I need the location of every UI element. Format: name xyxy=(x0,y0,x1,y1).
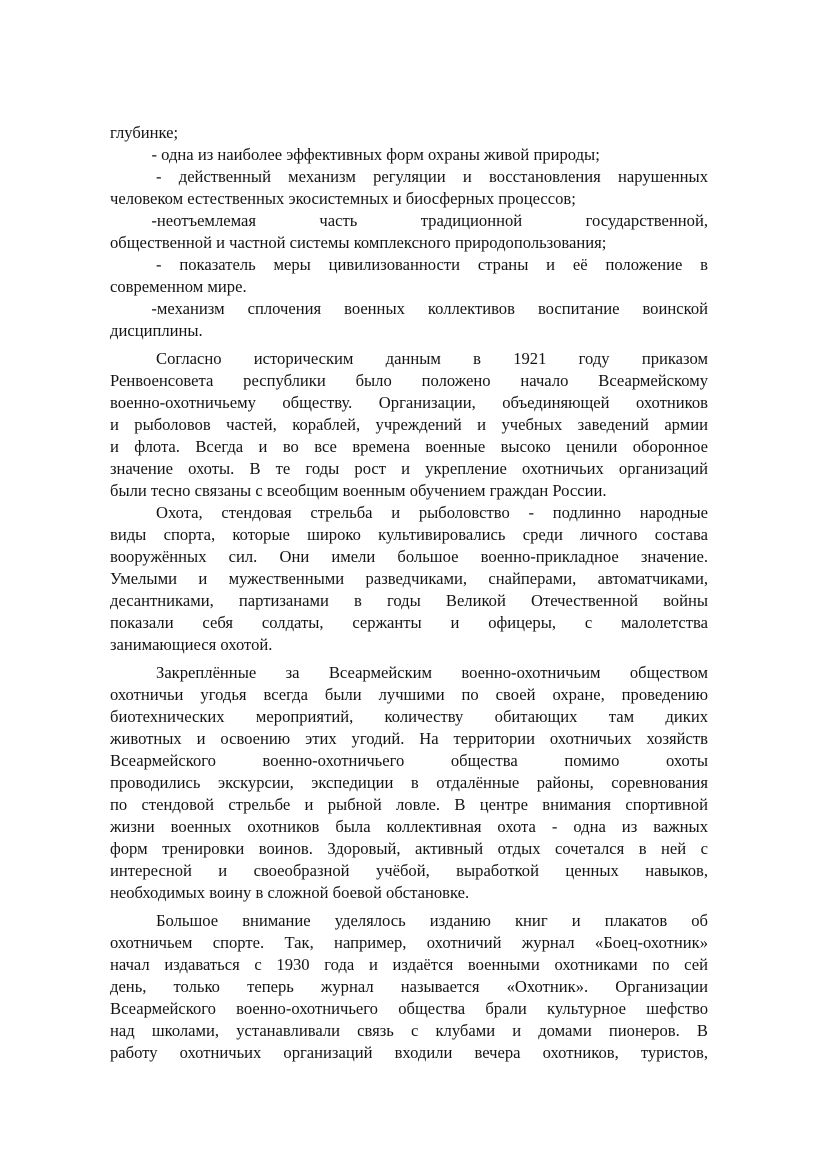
list-item xyxy=(110,210,708,254)
text-line: биотехнических мероприятий, количеству обитающих там диких xyxy=(110,707,708,726)
text-line: необходимых воину в сложной боевой обстановке. xyxy=(110,883,470,902)
paragraph xyxy=(110,662,708,904)
text-line: Умелыми и мужественными разведчиками, снайперами, автоматчиками, xyxy=(110,569,708,588)
text-line: над школами, устанавливали связь с клубами и домами пионеров. В xyxy=(110,1021,708,1040)
text-line: охотничьем спорте. Так, например, охотничий журнал «Боец-охотник» xyxy=(110,933,708,952)
text-line: интересной и своеобразной учёбой, выработкой ценных навыков, xyxy=(110,861,708,880)
text-line: и рыболовов частей, кораблей, учреждений и учебных заведений армии xyxy=(110,415,708,434)
text-line: вооружённых сил. Они имели большое военно-прикладное значение. xyxy=(110,547,708,566)
text-line: Большое внимание уделялось изданию книг и плакатов об xyxy=(156,911,708,930)
text-line: жизни военных охотников была коллективная охота - одна из важных xyxy=(110,817,708,836)
paragraph xyxy=(110,348,708,502)
text-line: Ренвоенсовета республики было положено начало Всеармейскому xyxy=(110,371,708,390)
list-item xyxy=(110,122,708,144)
document-page xyxy=(110,122,708,1064)
text-line: занимающиеся охотой. xyxy=(110,635,273,654)
text-line: день, только теперь журнал называется «Охотник». Организации xyxy=(110,977,708,996)
text-line: современном мире. xyxy=(110,277,247,296)
text-line: - действенный механизм регуляции и восстановления нарушенных xyxy=(156,167,708,186)
text-line: показали себя солдаты, сержанты и офицеры, с малолетства xyxy=(110,613,708,632)
text-line: были тесно связаны с всеобщим военным обучением граждан России. xyxy=(110,481,607,500)
text-line: - показатель меры цивилизованности страны и её положение в xyxy=(156,255,708,274)
text-line: форм тренировки воинов. Здоровый, активный отдых сочетался в ней с xyxy=(110,839,708,858)
paragraph xyxy=(110,502,708,656)
text-line: по стендовой стрельбе и рыбной ловле. В центре внимания спортивной xyxy=(110,795,708,814)
list-item xyxy=(110,254,708,298)
text-line: дисциплины. xyxy=(110,321,203,340)
text-line: Всеармейского военно-охотничьего общества помимо охоты xyxy=(110,751,708,770)
text-line: - одна из наиболее эффективных форм охраны живой природы; xyxy=(110,145,600,164)
text-line: -неотъемлемая часть традиционной государственной, xyxy=(151,211,708,230)
text-line: десантниками, партизанами в годы Великой Отечественной войны xyxy=(110,591,708,610)
list-item xyxy=(110,144,708,166)
text-line: проводились экскурсии, экспедиции в отдалённые районы, соревнования xyxy=(110,773,708,792)
text-line: военно-охотничьему обществу. Организации, объединяющей охотников xyxy=(110,393,708,412)
text-line: -механизм сплочения военных коллективов воспитание воинской xyxy=(151,299,708,318)
text-line: общественной и частной системы комплексного природопользования; xyxy=(110,233,607,252)
text-line: Охота, стендовая стрельба и рыболовство - подлинно народные xyxy=(156,503,708,522)
text-line: и флота. Всегда и во все времена военные высоко ценили оборонное xyxy=(110,437,708,456)
text-line: виды спорта, которые широко культивировались среди личного состава xyxy=(110,525,708,544)
text-line: значение охоты. В те годы рост и укрепление охотничьих организаций xyxy=(110,459,708,478)
text-line: Согласно историческим данным в 1921 году приказом xyxy=(156,349,708,368)
paragraph xyxy=(110,910,708,1064)
text-line: Закреплённые за Всеармейским военно-охотничьим обществом xyxy=(156,663,708,682)
text-line: охотничьи угодья всегда были лучшими по своей охране, проведению xyxy=(110,685,708,704)
text-line: глубинке; xyxy=(110,123,179,142)
text-line: Всеармейского военно-охотничьего общества брали культурное шефство xyxy=(110,999,708,1018)
text-line: человеком естественных экосистемных и биосферных процессов; xyxy=(110,189,576,208)
list-item xyxy=(110,298,708,342)
text-line: работу охотничьих организаций входили вечера охотников, туристов, xyxy=(110,1043,708,1062)
text-line: начал издаваться с 1930 года и издаётся военными охотниками по сей xyxy=(110,955,708,974)
text-line: животных и освоению этих угодий. На территории охотничьих хозяйств xyxy=(110,729,708,748)
list-item xyxy=(110,166,708,210)
